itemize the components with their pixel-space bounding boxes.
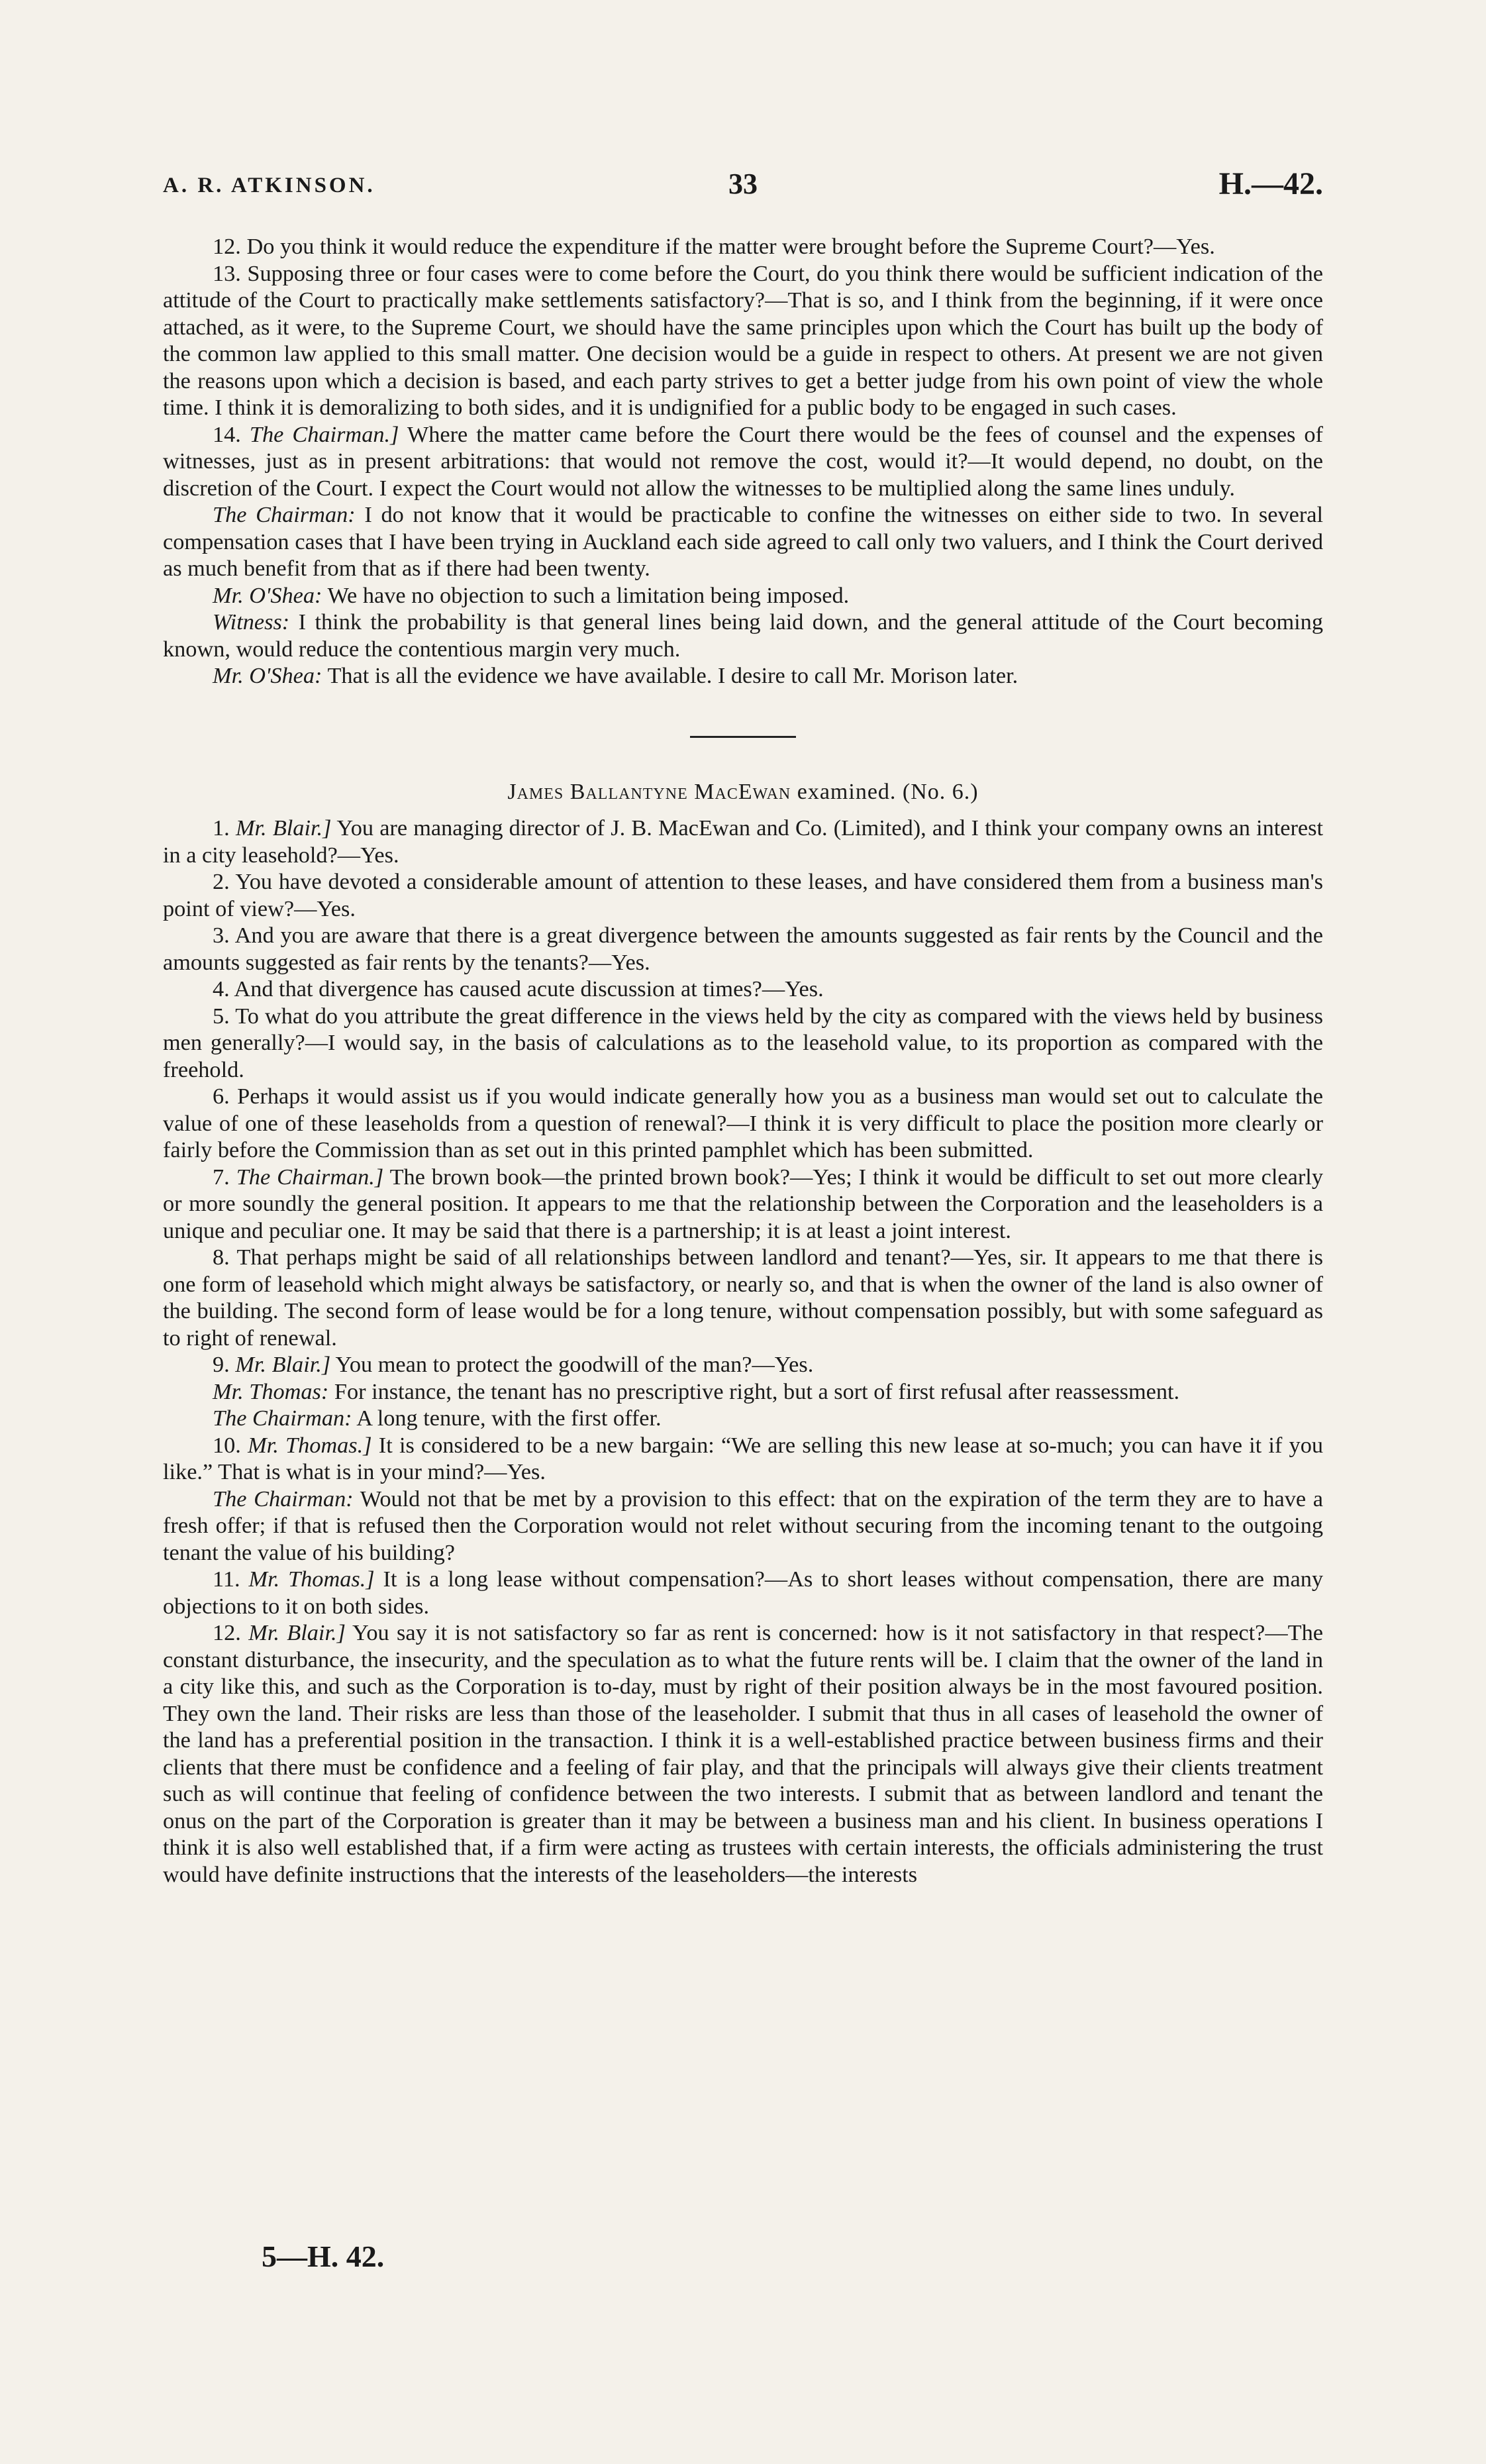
- question-number: 1.: [213, 815, 230, 841]
- question-number: 14.: [213, 421, 241, 447]
- question-paragraph: [163, 1432, 1323, 1486]
- page-header: [163, 164, 1323, 211]
- question-number: 12.: [213, 234, 241, 259]
- question-number: 12.: [213, 1620, 241, 1645]
- page-number: 33: [728, 168, 758, 200]
- question-number: 9.: [213, 1352, 230, 1377]
- question-paragraph: [163, 1351, 1323, 1378]
- question-paragraph: [163, 582, 1323, 609]
- examined-suffix: examined. (No. 6.): [797, 779, 979, 804]
- evidence-section-atkinson: [163, 233, 1323, 690]
- question-paragraph: [163, 1003, 1323, 1084]
- paragraph-text: We have no objection to such a limitation being imposed.: [327, 582, 850, 608]
- paragraph-text: And that divergence has caused acute discussion at times?—Yes.: [234, 976, 824, 1001]
- question-paragraph: [163, 868, 1323, 922]
- page-footer: 5—H. 42.: [262, 2239, 385, 2273]
- question-number: 6.: [213, 1084, 230, 1109]
- paragraph-text: That perhaps might be said of all relationships between landlord and tenant?—Yes, sir. It appears to me that there is one form of leasehold which might always be satisfactory, or nearly so, and that is when the owner of the land is also owner of the building. The second form of lease would be for a long tenure, without compensation possibly, but with some safeguard as to right of renewal.: [163, 1245, 1323, 1351]
- paragraph-text: It is considered to be a new bargain: “We are selling this new lease at so-much; you can have it if you like.” That is what is in your mind?—Yes.: [163, 1432, 1324, 1484]
- paragraph-text: It is a long lease without compensation?—As to short leases without compensation, there are many objections to it on both sides.: [163, 1566, 1324, 1619]
- paragraph-text: To what do you attribute the great difference in the views held by the city as compared with the views held by business men generally?—I would say, in the basis of calculations as to the leasehold value, to its proportion as compared with the freehold.: [163, 1003, 1323, 1082]
- paragraph-text: Would not that be met by a provision to this effect: that on the expiration of the term they are to have a fresh offer; if that is refused then the Corporation would not relet without securing from the incoming tenant to the outgoing tenant the value of his building?: [163, 1486, 1323, 1565]
- question-paragraph: [163, 922, 1323, 976]
- speaker-name: Mr. Blair.]: [235, 1352, 331, 1377]
- examined-heading: [163, 779, 1323, 806]
- question-paragraph: [163, 1486, 1323, 1566]
- speaker-name: The Chairman:: [213, 502, 356, 527]
- paragraph-text: I do not know that it would be practicable to confine the witnesses on either side to two. In several compensation cases that I have been trying in Auckland each side agreed to call only two valuers, and I think the Court derived as much benefit from that as if there had been twenty.: [163, 502, 1323, 581]
- question-paragraph: [163, 976, 1323, 1003]
- question-paragraph: [163, 260, 1323, 421]
- paragraph-text: For instance, the tenant has no prescriptive right, but a sort of first refusal after reassessment.: [334, 1378, 1180, 1404]
- section-divider: [690, 736, 796, 738]
- paragraph-text: A long tenure, with the first offer.: [356, 1406, 662, 1431]
- question-paragraph: [163, 421, 1323, 502]
- question-paragraph: [163, 501, 1323, 582]
- paragraph-text: The brown book—the printed brown book?—Yes; I think it would be difficult to set out more clearly or more soundly the general position. It appears to me that the relationship between the Corporation and the leaseholders is a unique and peculiar one. It may be said that there is a partnership; it is at least a joint interest.: [163, 1164, 1323, 1243]
- speaker-name: The Chairman:: [213, 1486, 354, 1512]
- paragraph-text: Where the matter came before the Court there would be the fees of counsel and the expenses of witnesses, just as in present arbitrations: that would not remove the cost, would it?—It would depend, no doubt, on the discretion of the Court. I expect the Court would not allow the witnesses to be multiplied along the same lines unduly.: [163, 421, 1323, 501]
- paragraph-text: You have devoted a considerable amount of attention to these leases, and have considered them from a business man's point of view?—Yes.: [163, 869, 1323, 921]
- question-number: 3.: [213, 923, 230, 948]
- speaker-name: Mr. Thomas.]: [248, 1566, 375, 1592]
- question-paragraph: [163, 1244, 1323, 1351]
- question-number: 10.: [213, 1432, 241, 1458]
- paragraph-text: Perhaps it would assist us if you would indicate generally how you as a business man would set out to calculate the value of one of these leaseholds from a question of renewal?—I think it is very difficult to place the position more clearly or fairly before the Commission than as set out in this printed pamphlet which has been submitted.: [163, 1084, 1323, 1162]
- document-reference: H.—42.: [1218, 166, 1323, 201]
- speaker-name: Witness:: [213, 609, 290, 635]
- paragraph-text: And you are aware that there is a great divergence between the amounts suggested as fair rents by the Council and the amounts suggested as fair rents by the tenants?—Yes.: [163, 923, 1323, 975]
- question-paragraph: [163, 1566, 1323, 1619]
- question-number: 5.: [213, 1003, 230, 1029]
- header-witness-name: A. R. ATKINSON.: [163, 174, 375, 197]
- paragraph-text: I think the probability is that general lines being laid down, and the general attitude of the Court becoming known, would reduce the contentious margin very much.: [163, 609, 1323, 662]
- question-paragraph: [163, 609, 1323, 662]
- question-number: 8.: [213, 1245, 230, 1270]
- document-body: [163, 233, 1323, 1888]
- paragraph-text: That is all the evidence we have available. I desire to call Mr. Morison later.: [327, 663, 1018, 688]
- speaker-name: Mr. Blair.]: [248, 1620, 346, 1645]
- paragraph-text: You mean to protect the goodwill of the man?—Yes.: [335, 1352, 814, 1377]
- question-number: 7.: [213, 1164, 230, 1190]
- question-number: 2.: [213, 869, 230, 894]
- question-paragraph: [163, 233, 1323, 260]
- speaker-name: Mr. O'Shea:: [213, 582, 322, 608]
- speaker-name: Mr. Blair.]: [235, 815, 332, 841]
- speaker-name: Mr. Thomas:: [213, 1378, 329, 1404]
- speaker-name: The Chairman:: [213, 1406, 352, 1431]
- witness-name: James Ballantyne MacEwan: [507, 779, 791, 804]
- paragraph-text: Supposing three or four cases were to come before the Court, do you think there would be sufficient indication of the attitude of the Court to practically make settlements satisfactory?—That is so, and I think from the beginning, if it were once attached, as it were, to the Supreme Court, we should have the same principles upon which the Court has built up the body of the common law applied to this small matter. One decision would be a guide in respect to others. At present we are not given the reasons upon which a decision is based, and each party strives to get a better judge from his own point of view the whole time. I think it is demoralizing to both sides, and it is undignified for a public body to be engaged in such cases.: [163, 260, 1323, 420]
- speaker-name: The Chairman.]: [236, 1164, 384, 1190]
- speaker-name: Mr. O'Shea:: [213, 663, 322, 688]
- question-paragraph: [163, 1405, 1323, 1432]
- question-paragraph: [163, 1378, 1323, 1406]
- paragraph-text: You say it is not satisfactory so far as rent is concerned: how is it not satisfactory in that respect?—The constant disturbance, the insecurity, and the speculation as to what the future rents will be. I claim that the owner of the land in a city like this, and such as the Corporation is to-day, must by right of their position always be in the most favoured position. They own the land. Their risks are less than those of the leaseholder. I submit that thus in all cases of leasehold the owner of the land has a preferential position in the transaction. I think it is a well-established practice between business firms and their clients that there must be confidence and a feeling of fair play, and that the principals will always give their clients treatment such as will continue that feeling of confidence between the two interests. I submit that as between landlord and tenant the onus on the part of the Corporation is greater than it may be between a business man and his client. In business operations I think it is also well established that, if a firm were acting as trustees with certain interests, the officials administering the trust would have definite instructions that the interests of the leaseholders—the interests: [163, 1620, 1323, 1887]
- speaker-name: The Chairman.]: [249, 421, 399, 447]
- evidence-section-macewan: [163, 815, 1323, 1888]
- question-paragraph: [163, 662, 1323, 690]
- paragraph-text: Do you think it would reduce the expenditure if the matter were brought before the Supreme Court?—Yes.: [246, 234, 1215, 259]
- question-paragraph: [163, 1083, 1323, 1164]
- speaker-name: Mr. Thomas.]: [248, 1432, 372, 1458]
- question-number: 13.: [213, 260, 241, 286]
- question-paragraph: [163, 1619, 1323, 1888]
- question-paragraph: [163, 815, 1323, 868]
- question-number: 11.: [213, 1566, 240, 1592]
- question-number: 4.: [213, 976, 230, 1001]
- question-paragraph: [163, 1164, 1323, 1245]
- paragraph-text: You are managing director of J. B. MacEwan and Co. (Limited), and I think your company owns an interest in a city leasehold?—Yes.: [163, 815, 1324, 868]
